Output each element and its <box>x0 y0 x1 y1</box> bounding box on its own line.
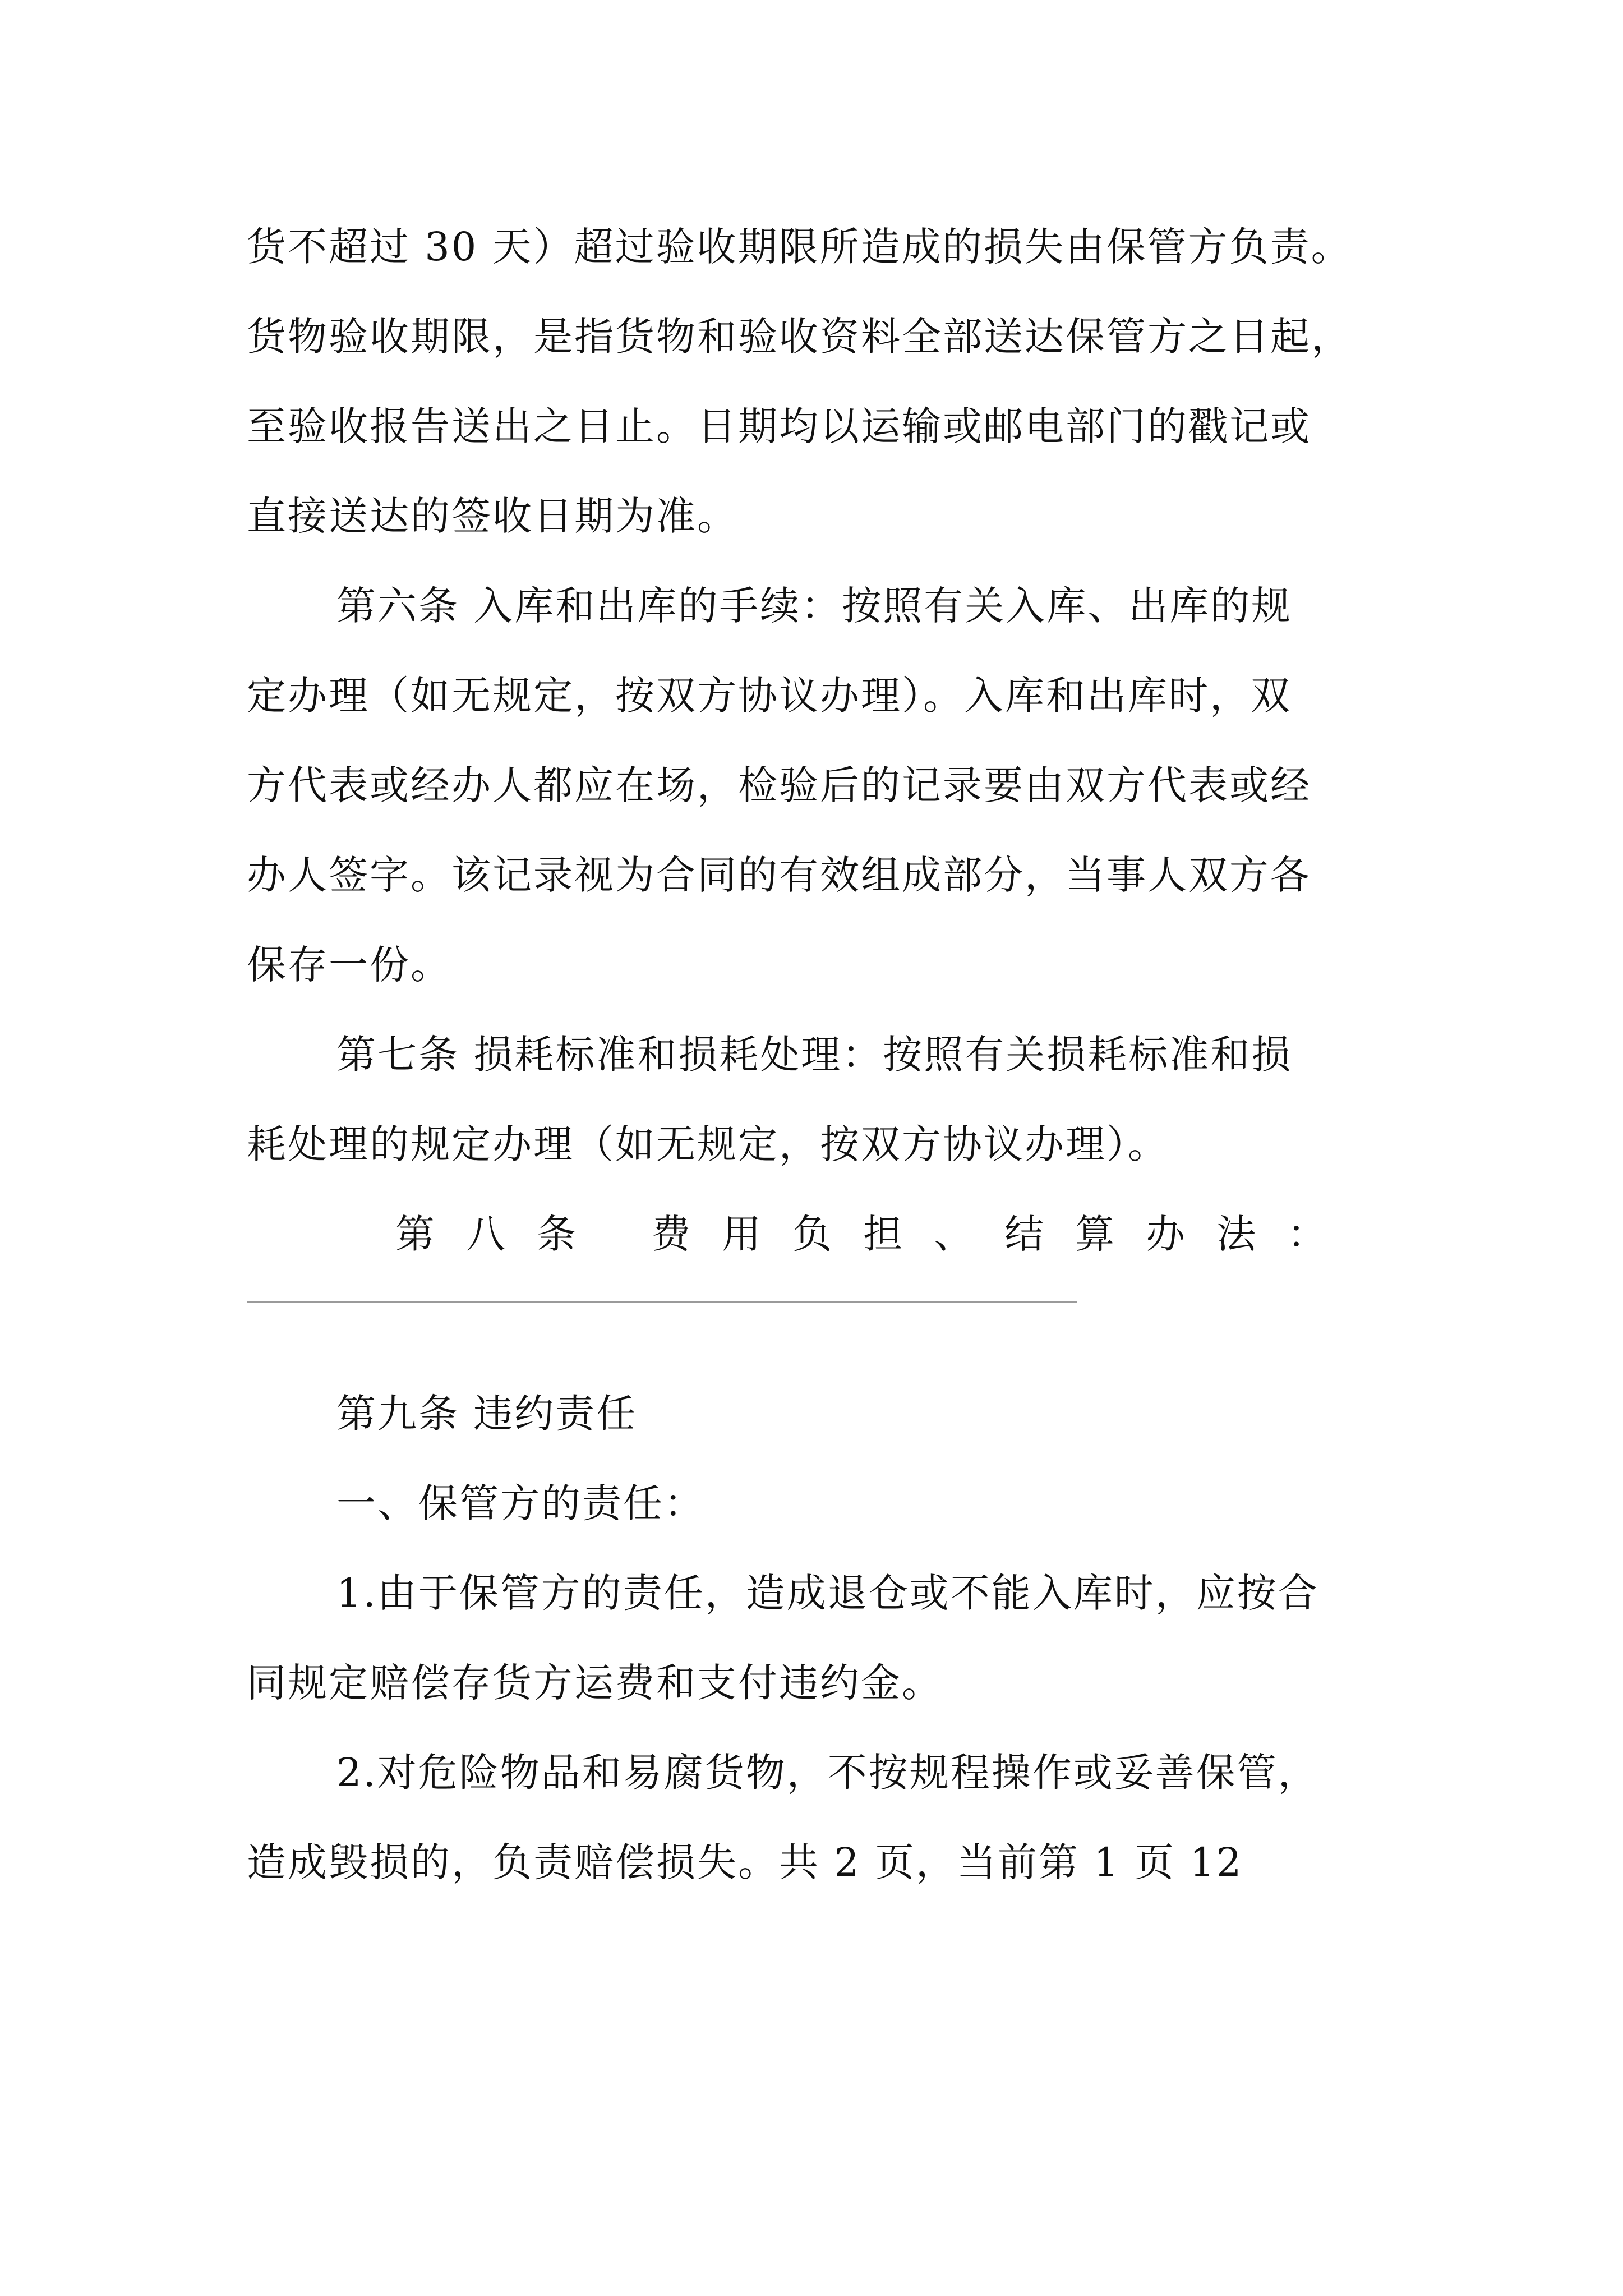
blank-underline <box>247 1301 1077 1303</box>
paragraph-line: 耗处理的规定办理（如无规定，按双方协议办理）。 <box>247 1121 1169 1167</box>
paragraph-line: 方代表或经办人都应在场，检验后的记录要由双方代表或经 <box>247 762 1311 808</box>
paragraph-line: 保存一份。 <box>247 942 451 988</box>
paragraph-line: 办人签字。该记录视为合同的有效组成部分，当事人双方各 <box>247 852 1311 898</box>
article-8-heading-line: 第八条 费用负担、结算办法： <box>395 1211 1358 1257</box>
paragraph-line: 造成毁损的，负责赔偿损失。共 2 页，当前第 1 页 12 <box>247 1839 1243 1885</box>
fill-in-blank <box>247 1279 1413 1369</box>
paragraph-line: 定办理（如无规定，按双方协议办理）。入库和出库时，双 <box>247 673 1292 719</box>
list-item-line: 2.对危险物品和易腐货物，不按规程操作或妥善保管， <box>336 1750 1319 1796</box>
article-7-heading-line: 第七条 损耗标准和损耗处理：按照有关损耗标准和损 <box>336 1032 1293 1078</box>
paragraph-line: 至验收报告送出之日止。日期均以运输或邮电部门的戳记或 <box>247 403 1311 449</box>
paragraph-line: 同规定赔偿存货方运费和支付违约金。 <box>247 1660 943 1706</box>
article-6-heading-line: 第六条 入库和出库的手续：按照有关入库、出库的规 <box>336 583 1293 629</box>
list-item-line: 1.由于保管方的责任，造成退仓或不能入库时，应按合 <box>336 1570 1319 1616</box>
section-heading-line: 一、保管方的责任： <box>336 1480 705 1526</box>
paragraph-line: 直接送达的签收日期为准。 <box>247 493 738 539</box>
document-body <box>247 202 1413 1907</box>
paragraph-line: 货物验收期限，是指货物和验收资料全部送达保管方之日起， <box>247 314 1352 360</box>
paragraph-line: 货不超过 30 天）超过验收期限所造成的损失由保管方负责。 <box>247 224 1352 270</box>
article-9-heading-line: 第九条 违约责任 <box>336 1391 638 1437</box>
